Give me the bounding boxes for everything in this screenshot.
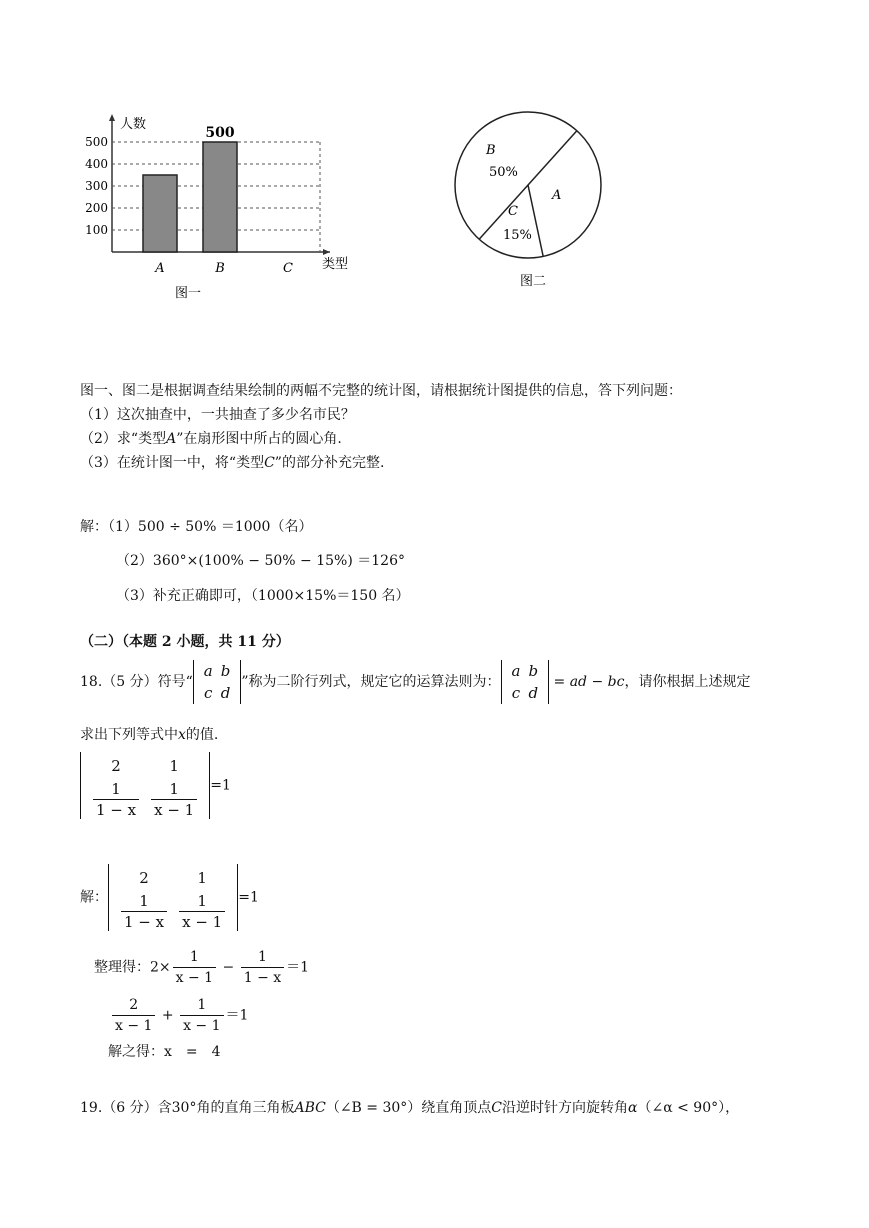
problem-18-step-2: $\frac{2}{x - 1}$ + $\frac{1}{x - 1}$ ＝1 bbox=[110, 996, 248, 1035]
bar-B bbox=[203, 142, 237, 252]
data-label: 500 bbox=[205, 125, 235, 141]
problem-17-solution-3: （3）补充正确即可，（1000×15%＝150 名） bbox=[116, 588, 410, 604]
problem-18-equation: 2 1 $\frac{1}{1 - x}$ $\frac{1}{x - 1}$ =1 bbox=[80, 752, 231, 819]
x-axis-label: 类型 bbox=[322, 257, 349, 272]
problem-17-question-1: （1）这次抽查中，一共抽查了多少名市民？ bbox=[80, 407, 355, 423]
slice-value-B: 50% bbox=[489, 165, 518, 180]
slice-label-C: C bbox=[508, 204, 518, 219]
pie-chart-figure-2 bbox=[440, 100, 620, 300]
problem-17-solution-2: （2）360°×(100% − 50% − 15%) ＝126° bbox=[116, 553, 405, 569]
x-tick-label: A bbox=[155, 261, 165, 276]
determinant-symbol: a b c d bbox=[193, 660, 242, 704]
bar-chart-figure-1 bbox=[70, 110, 370, 310]
section-heading: （二）（本题 2 小题，共 11 分） bbox=[80, 634, 290, 650]
chart-caption: 图一 bbox=[174, 286, 202, 301]
y-axis-arrow bbox=[109, 114, 115, 121]
y-axis-label: 人数 bbox=[120, 117, 147, 132]
x-tick-label: B bbox=[215, 261, 225, 276]
problem-17-question-2: （2）求“类型A”在扇形图中所占的圆心角. bbox=[80, 431, 342, 447]
problem-18-line-2: 求出下列等式中x的值. bbox=[80, 727, 219, 743]
slice-value-C: 15% bbox=[503, 228, 532, 243]
x-axis-arrow bbox=[323, 249, 330, 255]
problem-19-statement: 19.（6 分）含30°角的直角三角板ABC（∠B = 30°）绕直角顶点C沿逆时针方向旋转角α（∠α < 90°）， bbox=[80, 1100, 740, 1116]
slice-label-B: B bbox=[486, 143, 496, 158]
problem-18-solution-equation: 解： 2 1 $\frac{1}{1 - x}$ $\frac{1}{x - 1}$ =1 bbox=[80, 864, 259, 931]
y-tick-label: 300 bbox=[85, 179, 108, 193]
bar-A bbox=[143, 175, 177, 252]
determinant-rule: a b c d bbox=[501, 660, 550, 704]
problem-18-answer: 解之得：x = 4 bbox=[108, 1044, 221, 1060]
y-tick-label: 200 bbox=[85, 201, 108, 215]
slice-label-A: A bbox=[552, 188, 562, 203]
problem-18-statement: 18.（5 分）符号“ a b c d ”称为二阶行列式，规定它的运算法则为： a b c d = ad − bc，请你根据上述规定 bbox=[80, 662, 751, 702]
y-tick-label: 100 bbox=[85, 223, 108, 237]
chart-caption: 图二 bbox=[519, 274, 547, 289]
problem-17-question-3: （3）在统计图一中，将“类型C”的部分补充完整. bbox=[80, 455, 385, 471]
problem-18-step-1: 整理得：2× $\frac{1}{x - 1}$ − $\frac{1}{1 - x}$ ＝1 bbox=[94, 949, 310, 986]
y-tick-label: 400 bbox=[85, 157, 108, 171]
problem-17-intro: 图一、图二是根据调查结果绘制的两幅不完整的统计图，请根据统计图提供的信息，答下列问题： bbox=[80, 383, 682, 399]
x-tick-label: C bbox=[283, 261, 293, 276]
y-tick-label: 500 bbox=[85, 135, 108, 149]
problem-17-solution-1: 解：（1）500 ÷ 50% ＝1000（名） bbox=[80, 519, 313, 535]
